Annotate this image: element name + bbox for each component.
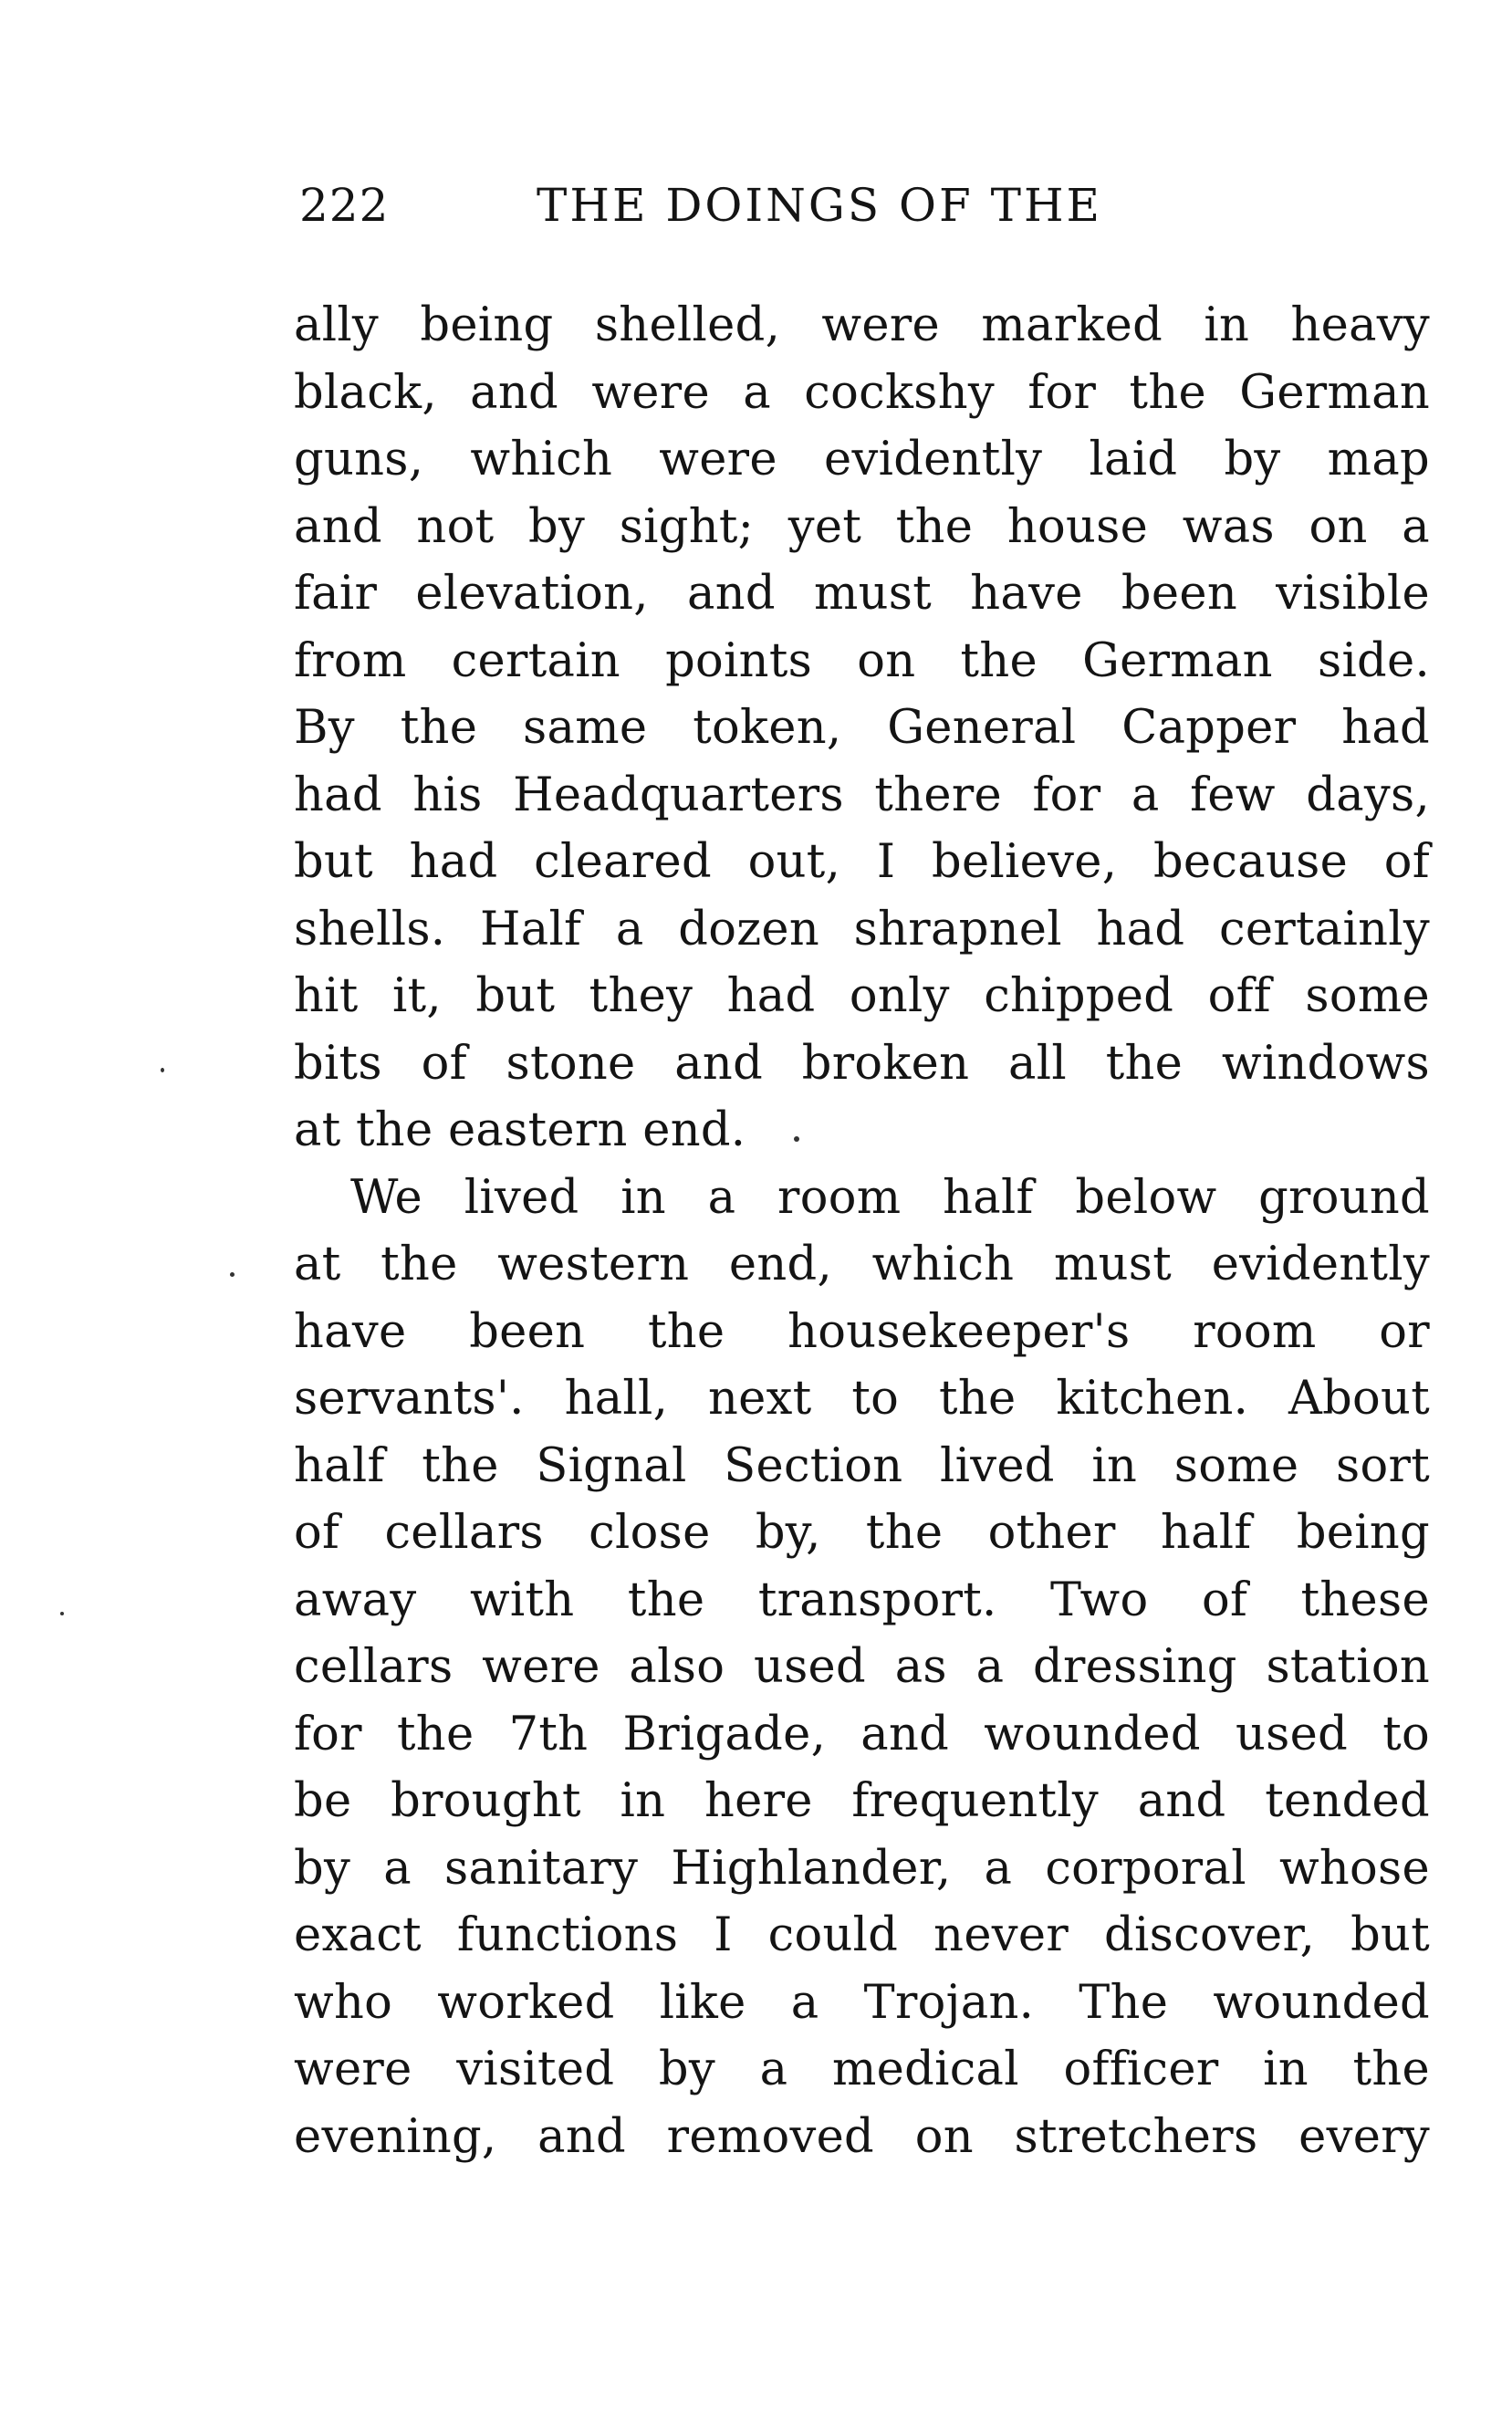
text-line: hit it, but they had only chipped off some <box>294 969 1430 1023</box>
running-title: THE DOINGS OF THE <box>537 179 1103 232</box>
text-line: of cellars close by, the other half being <box>294 1506 1430 1560</box>
page-number: 222 <box>299 179 390 232</box>
text-line: have been the housekeeper's room or <box>294 1304 1430 1359</box>
paragraph-end-line: at the eastern end. <box>294 1103 746 1157</box>
text-line: evening, and removed on stretchers every <box>294 2109 1430 2164</box>
text-line: exact functions I could never discover, but <box>294 1908 1430 1962</box>
text-line: guns, which were evidently laid by map <box>294 433 1430 486</box>
running-head <box>299 179 1212 243</box>
text-line: be brought in here frequently and tended <box>294 1774 1430 1828</box>
text-line: fair elevation, and must have been visible <box>294 567 1430 621</box>
text-line: but had cleared out, I believe, because of <box>294 835 1430 889</box>
text-line: ally being shelled, were marked in heavy <box>294 298 1430 352</box>
text-line: half the Signal Section lived in some sort <box>294 1438 1430 1493</box>
text-line: bits of stone and broken all the windows <box>294 1036 1430 1091</box>
text-line: black, and were a cockshy for the German <box>294 365 1430 420</box>
text-line: shells. Half a dozen shrapnel had certainly <box>294 902 1430 956</box>
text-line: from certain points on the German side. <box>294 633 1430 688</box>
text-line: for the 7th Brigade, and wounded used to <box>294 1707 1430 1761</box>
text-line: who worked like a Trojan. The wounded <box>294 1975 1430 2030</box>
paragraph-start-line: We lived in a room half below ground <box>350 1170 1430 1225</box>
text-line: and not by sight; yet the house was on a <box>294 499 1430 554</box>
body-text <box>294 292 1430 2170</box>
scan-speck <box>794 1136 799 1142</box>
text-line: by a sanitary Highlander, a corporal whose <box>294 1841 1430 1896</box>
text-line: were visited by a medical officer in the <box>294 2043 1430 2096</box>
scan-speck <box>161 1068 164 1072</box>
text-line: servants'. hall, next to the kitchen. About <box>294 1372 1430 1426</box>
text-line: had his Headquarters there for a few days, <box>294 768 1430 822</box>
scan-speck <box>60 1612 64 1615</box>
text-line: away with the transport. Two of these <box>294 1573 1430 1627</box>
scan-speck <box>230 1272 235 1277</box>
text-line: at the western end, which must evidently <box>294 1238 1430 1291</box>
text-line: By the same token, General Capper had <box>294 701 1430 755</box>
text-line: cellars were also used as a dressing station <box>294 1640 1430 1694</box>
